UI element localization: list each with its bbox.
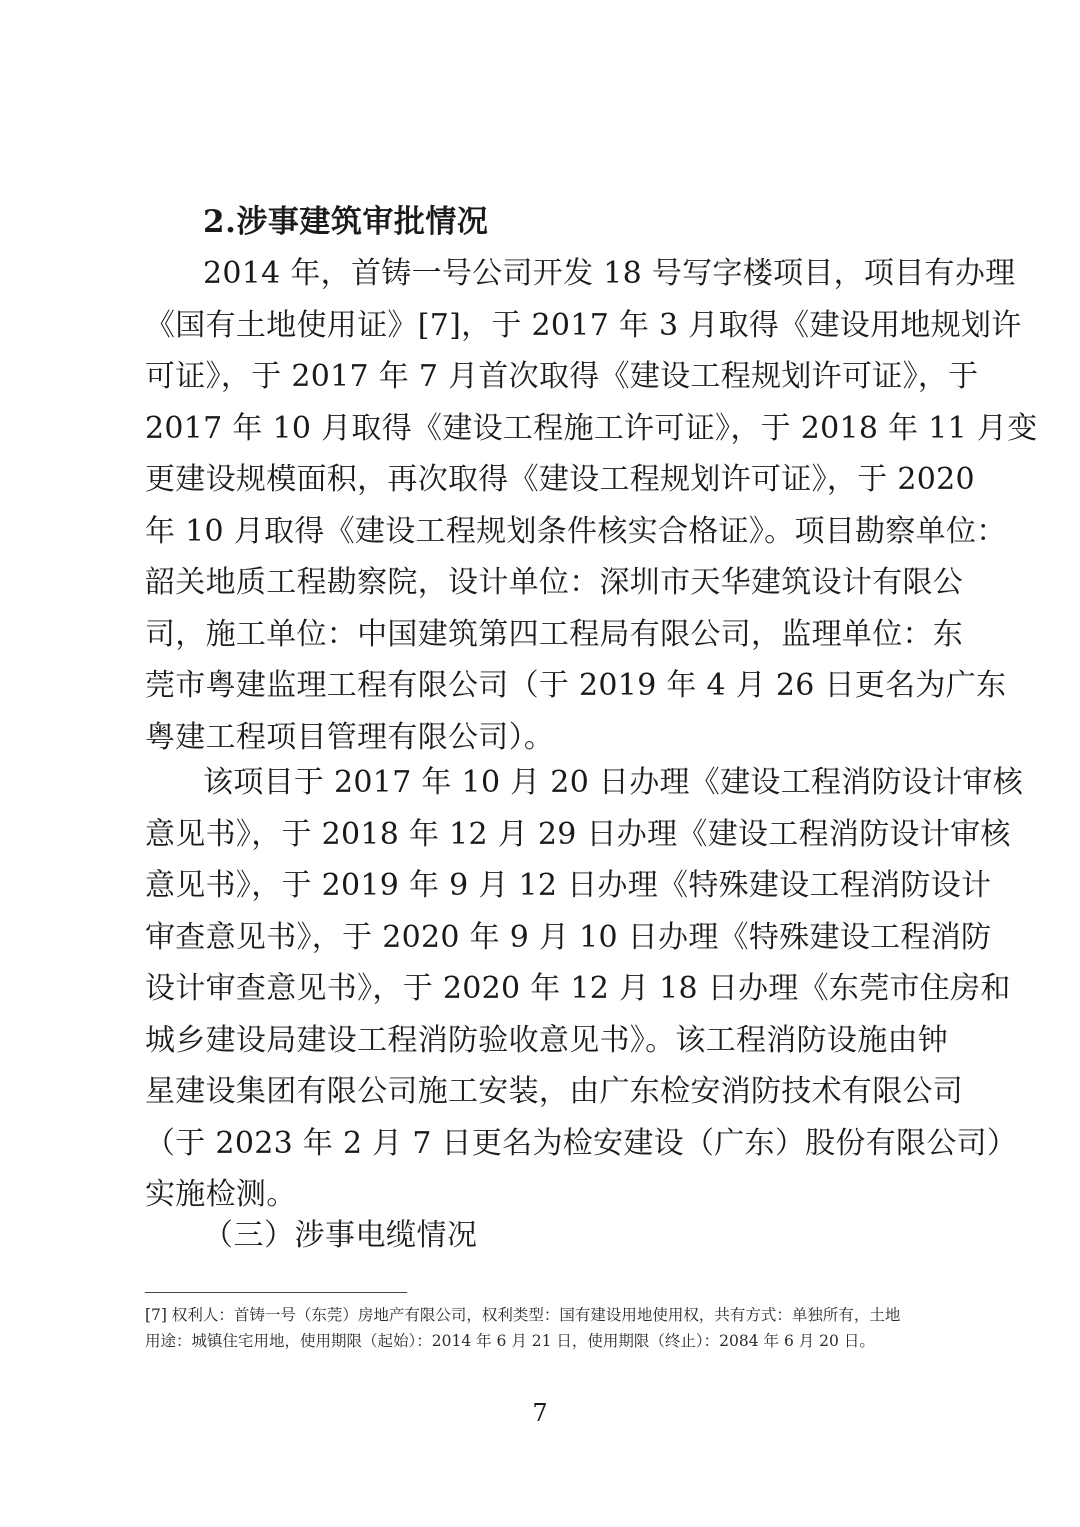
paragraph-line: 更建设规模面积，再次取得《建设工程规划许可证》，于 2020 xyxy=(145,462,975,497)
page-number: 7 xyxy=(532,1399,548,1427)
paragraph-line: 年 10 月取得《建设工程规划条件核实合格证》。项目勘察单位： xyxy=(145,513,1007,549)
paragraph-line: （于 2023 年 2 月 7 日更名为检安建设（广东）股份有限公司） xyxy=(145,1125,1018,1161)
paragraph-line: 韶关地质工程勘察院，设计单位：深圳市天华建筑设计有限公 xyxy=(145,565,964,600)
footnote-divider xyxy=(145,1292,407,1293)
paragraph-line: 意见书》，于 2018 年 12 月 29 日办理《建设工程消防设计审核 xyxy=(145,816,1011,852)
paragraph-line: 2014 年，首铸一号公司开发 18 号写字楼项目，项目有办理 xyxy=(203,256,1016,291)
section-heading: （三）涉事电缆情况 xyxy=(203,1218,478,1253)
paragraph-fire-protection xyxy=(145,757,1024,1221)
paragraph-building-approval xyxy=(145,248,1038,763)
paragraph-line: 设计审查意见书》，于 2020 年 12 月 18 日办理《东莞市住房和 xyxy=(145,971,1011,1006)
paragraph-line: 粤建工程项目管理有限公司）。 xyxy=(145,719,555,755)
footnote-line: 用途：城镇住宅用地，使用期限（起始）：2014 年 6 月 21 日，使用期限（终止）：2084 年 6 月 20 日。 xyxy=(145,1332,875,1350)
paragraph-line: 《国有土地使用证》[7]，于 2017 年 3 月取得《建设用地规划许 xyxy=(145,307,1022,343)
paragraph-line: 2017 年 10 月取得《建设工程施工许可证》，于 2018 年 11 月变 xyxy=(145,410,1038,446)
footnote xyxy=(145,1302,945,1354)
paragraph-line: 城乡建设局建设工程消防验收意见书》。该工程消防设施由钟 xyxy=(145,1022,949,1058)
paragraph-line: 实施检测。 xyxy=(145,1177,297,1212)
paragraph-line: 莞市粤建监理工程有限公司（于 2019 年 4 月 26 日更名为广东 xyxy=(145,668,1007,703)
paragraph-line: 可证》，于 2017 年 7 月首次取得《建设工程规划许可证》，于 xyxy=(145,359,979,394)
subsection-heading: 2.涉事建筑审批情况 xyxy=(203,204,489,240)
paragraph-line: 审查意见书》，于 2020 年 9 月 10 日办理《特殊建设工程消防 xyxy=(145,919,992,955)
paragraph-line: 司，施工单位：中国建筑第四工程局有限公司，监理单位：东 xyxy=(145,616,964,652)
paragraph-line: 星建设集团有限公司施工安装，由广东检安消防技术有限公司 xyxy=(145,1074,964,1109)
paragraph-line: 意见书》，于 2019 年 9 月 12 日办理《特殊建设工程消防设计 xyxy=(145,868,992,903)
paragraph-line: 该项目于 2017 年 10 月 20 日办理《建设工程消防设计审核 xyxy=(203,765,1024,800)
footnote-line: [7] 权利人：首铸一号（东莞）房地产有限公司，权利类型：国有建设用地使用权，共有方式：单独所有，土地 xyxy=(145,1306,901,1324)
